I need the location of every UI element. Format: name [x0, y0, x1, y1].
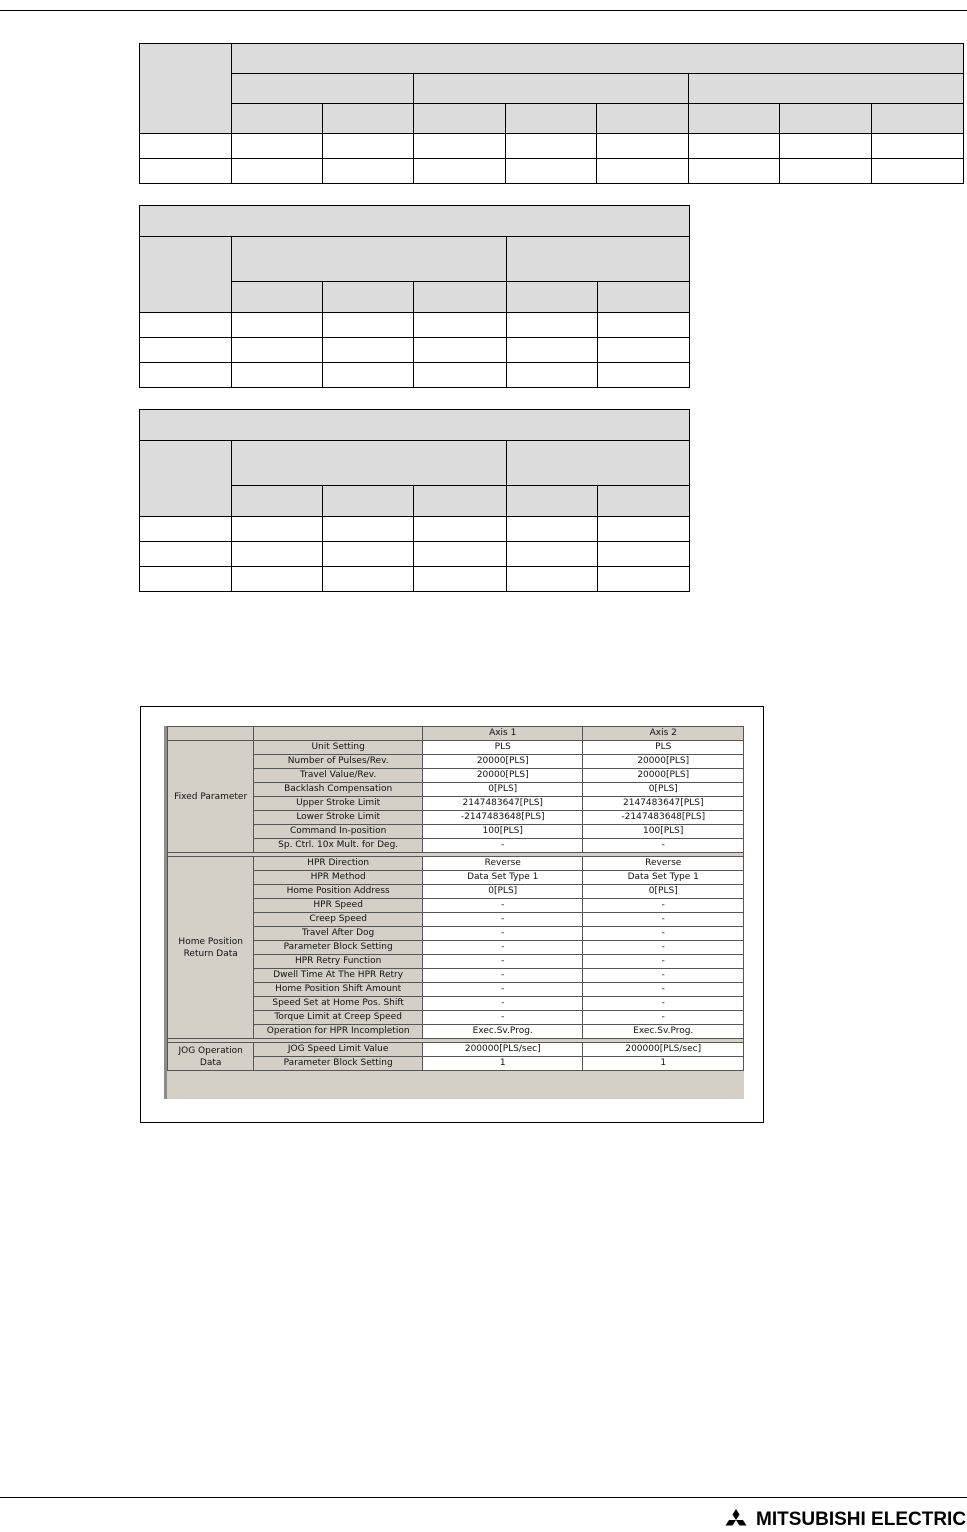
axis1-value-cell[interactable]: 2147483647[PLS]: [422, 797, 583, 811]
axis1-value-cell[interactable]: Reverse: [422, 857, 583, 871]
header-row: [168, 727, 744, 741]
axis2-value-cell[interactable]: -: [583, 983, 744, 997]
parameter-row: [168, 913, 744, 927]
parameter-item-label: HPR Method: [254, 871, 423, 885]
parameter-item-label: Parameter Block Setting: [254, 941, 423, 955]
parameter-group-label: JOG Operation Data: [168, 1043, 254, 1071]
axis2-value-cell[interactable]: 0[PLS]: [583, 885, 744, 899]
parameter-item-label: Travel Value/Rev.: [254, 769, 423, 783]
axis1-value-cell[interactable]: 0[PLS]: [422, 885, 583, 899]
axis1-value-cell[interactable]: -: [422, 941, 583, 955]
blank-table-3: [139, 409, 690, 592]
parameter-item-label: Creep Speed: [254, 913, 423, 927]
parameter-item-label: Parameter Block Setting: [254, 1057, 423, 1071]
parameter-item-label: Unit Setting: [254, 741, 423, 755]
axis2-value-cell[interactable]: Data Set Type 1: [583, 871, 744, 885]
parameter-item-label: Travel After Dog: [254, 927, 423, 941]
parameter-item-label: Speed Set at Home Pos. Shift: [254, 997, 423, 1011]
axis2-value-cell[interactable]: -: [583, 969, 744, 983]
blank-table-2: [139, 205, 690, 388]
axis1-value-cell[interactable]: 20000[PLS]: [422, 769, 583, 783]
logo-text: MITSUBISHI ELECTRIC: [756, 1509, 967, 1530]
axis1-value-cell[interactable]: -2147483648[PLS]: [422, 811, 583, 825]
axis2-value-cell[interactable]: 20000[PLS]: [583, 769, 744, 783]
axis2-value-cell[interactable]: -: [583, 839, 744, 853]
blank-table-1: [139, 43, 964, 184]
parameter-item-label: JOG Speed Limit Value: [254, 1043, 423, 1057]
axis2-value-cell[interactable]: PLS: [583, 741, 744, 755]
bottom-rule: [0, 1497, 967, 1498]
axis1-value-cell[interactable]: -: [422, 997, 583, 1011]
parameter-table: [167, 726, 744, 1071]
axis2-value-cell[interactable]: -: [583, 899, 744, 913]
parameter-item-label: Command In-position: [254, 825, 423, 839]
axis2-value-cell[interactable]: -: [583, 913, 744, 927]
parameter-item-label: Sp. Ctrl. 10x Mult. for Deg.: [254, 839, 423, 853]
parameter-item-label: HPR Direction: [254, 857, 423, 871]
axis2-value-cell[interactable]: Exec.Sv.Prog.: [583, 1025, 744, 1039]
parameter-item-label: HPR Speed: [254, 899, 423, 913]
parameter-row: [168, 941, 744, 955]
parameter-row: [168, 857, 744, 871]
parameter-row: [168, 969, 744, 983]
axis1-value-cell[interactable]: -: [422, 899, 583, 913]
three-diamonds-icon: [722, 1509, 750, 1531]
axis1-value-cell[interactable]: 200000[PLS/sec]: [422, 1043, 583, 1057]
axis1-value-cell[interactable]: -: [422, 955, 583, 969]
header-blank-cell: [168, 727, 254, 741]
parameter-row: [168, 997, 744, 1011]
parameter-row: [168, 783, 744, 797]
axis1-value-cell[interactable]: 1: [422, 1057, 583, 1071]
parameter-row: [168, 983, 744, 997]
axis1-value-cell[interactable]: -: [422, 927, 583, 941]
parameter-row: [168, 927, 744, 941]
header-axis1[interactable]: Axis 1: [422, 727, 583, 741]
top-rule: [0, 10, 967, 11]
axis2-value-cell[interactable]: 0[PLS]: [583, 783, 744, 797]
header-item-cell: [254, 727, 423, 741]
parameter-item-label: Torque Limit at Creep Speed: [254, 1011, 423, 1025]
parameter-item-label: HPR Retry Function: [254, 955, 423, 969]
parameter-grid: [164, 726, 744, 1099]
parameter-item-label: Backlash Compensation: [254, 783, 423, 797]
parameter-item-label: Home Position Shift Amount: [254, 983, 423, 997]
parameter-item-label: Home Position Address: [254, 885, 423, 899]
axis2-value-cell[interactable]: -: [583, 955, 744, 969]
parameter-item-label: Operation for HPR Incompletion: [254, 1025, 423, 1039]
parameter-screenshot: [140, 706, 764, 1123]
mitsubishi-logo: [722, 1508, 966, 1532]
axis1-value-cell[interactable]: Exec.Sv.Prog.: [422, 1025, 583, 1039]
axis2-value-cell[interactable]: -2147483648[PLS]: [583, 811, 744, 825]
axis1-value-cell[interactable]: -: [422, 839, 583, 853]
parameter-group-label: Home Position Return Data: [168, 857, 254, 1039]
parameter-row: [168, 769, 744, 783]
parameter-group-label: Fixed Parameter: [168, 741, 254, 853]
parameter-row: [168, 1011, 744, 1025]
axis2-value-cell[interactable]: -: [583, 941, 744, 955]
parameter-item-label: Lower Stroke Limit: [254, 811, 423, 825]
axis1-value-cell[interactable]: -: [422, 969, 583, 983]
axis1-value-cell[interactable]: Data Set Type 1: [422, 871, 583, 885]
parameter-row: [168, 1057, 744, 1071]
parameter-row: [168, 871, 744, 885]
axis2-value-cell[interactable]: 2147483647[PLS]: [583, 797, 744, 811]
axis2-value-cell[interactable]: 100[PLS]: [583, 825, 744, 839]
parameter-item-label: Dwell Time At The HPR Retry: [254, 969, 423, 983]
axis2-value-cell[interactable]: -: [583, 997, 744, 1011]
parameter-row: [168, 839, 744, 853]
parameter-row: [168, 797, 744, 811]
axis1-value-cell[interactable]: -: [422, 983, 583, 997]
axis2-value-cell[interactable]: 200000[PLS/sec]: [583, 1043, 744, 1057]
axis2-value-cell[interactable]: -: [583, 927, 744, 941]
axis1-value-cell[interactable]: 100[PLS]: [422, 825, 583, 839]
axis2-value-cell[interactable]: 1: [583, 1057, 744, 1071]
axis2-value-cell[interactable]: 20000[PLS]: [583, 755, 744, 769]
parameter-row: [168, 755, 744, 769]
parameter-row: [168, 955, 744, 969]
parameter-item-label: Upper Stroke Limit: [254, 797, 423, 811]
parameter-table-body: [168, 727, 744, 1071]
parameter-row: [168, 741, 744, 755]
parameter-row: [168, 825, 744, 839]
header-axis2[interactable]: Axis 2: [583, 727, 744, 741]
axis1-value-cell[interactable]: -: [422, 1011, 583, 1025]
parameter-row: [168, 1025, 744, 1039]
axis2-value-cell[interactable]: -: [583, 1011, 744, 1025]
axis1-value-cell[interactable]: 0[PLS]: [422, 783, 583, 797]
axis2-value-cell[interactable]: Reverse: [583, 857, 744, 871]
parameter-row: [168, 899, 744, 913]
axis1-value-cell[interactable]: -: [422, 913, 583, 927]
parameter-row: [168, 885, 744, 899]
axis1-value-cell[interactable]: 20000[PLS]: [422, 755, 583, 769]
parameter-row: [168, 1043, 744, 1057]
parameter-item-label: Number of Pulses/Rev.: [254, 755, 423, 769]
parameter-row: [168, 811, 744, 825]
axis1-value-cell[interactable]: PLS: [422, 741, 583, 755]
